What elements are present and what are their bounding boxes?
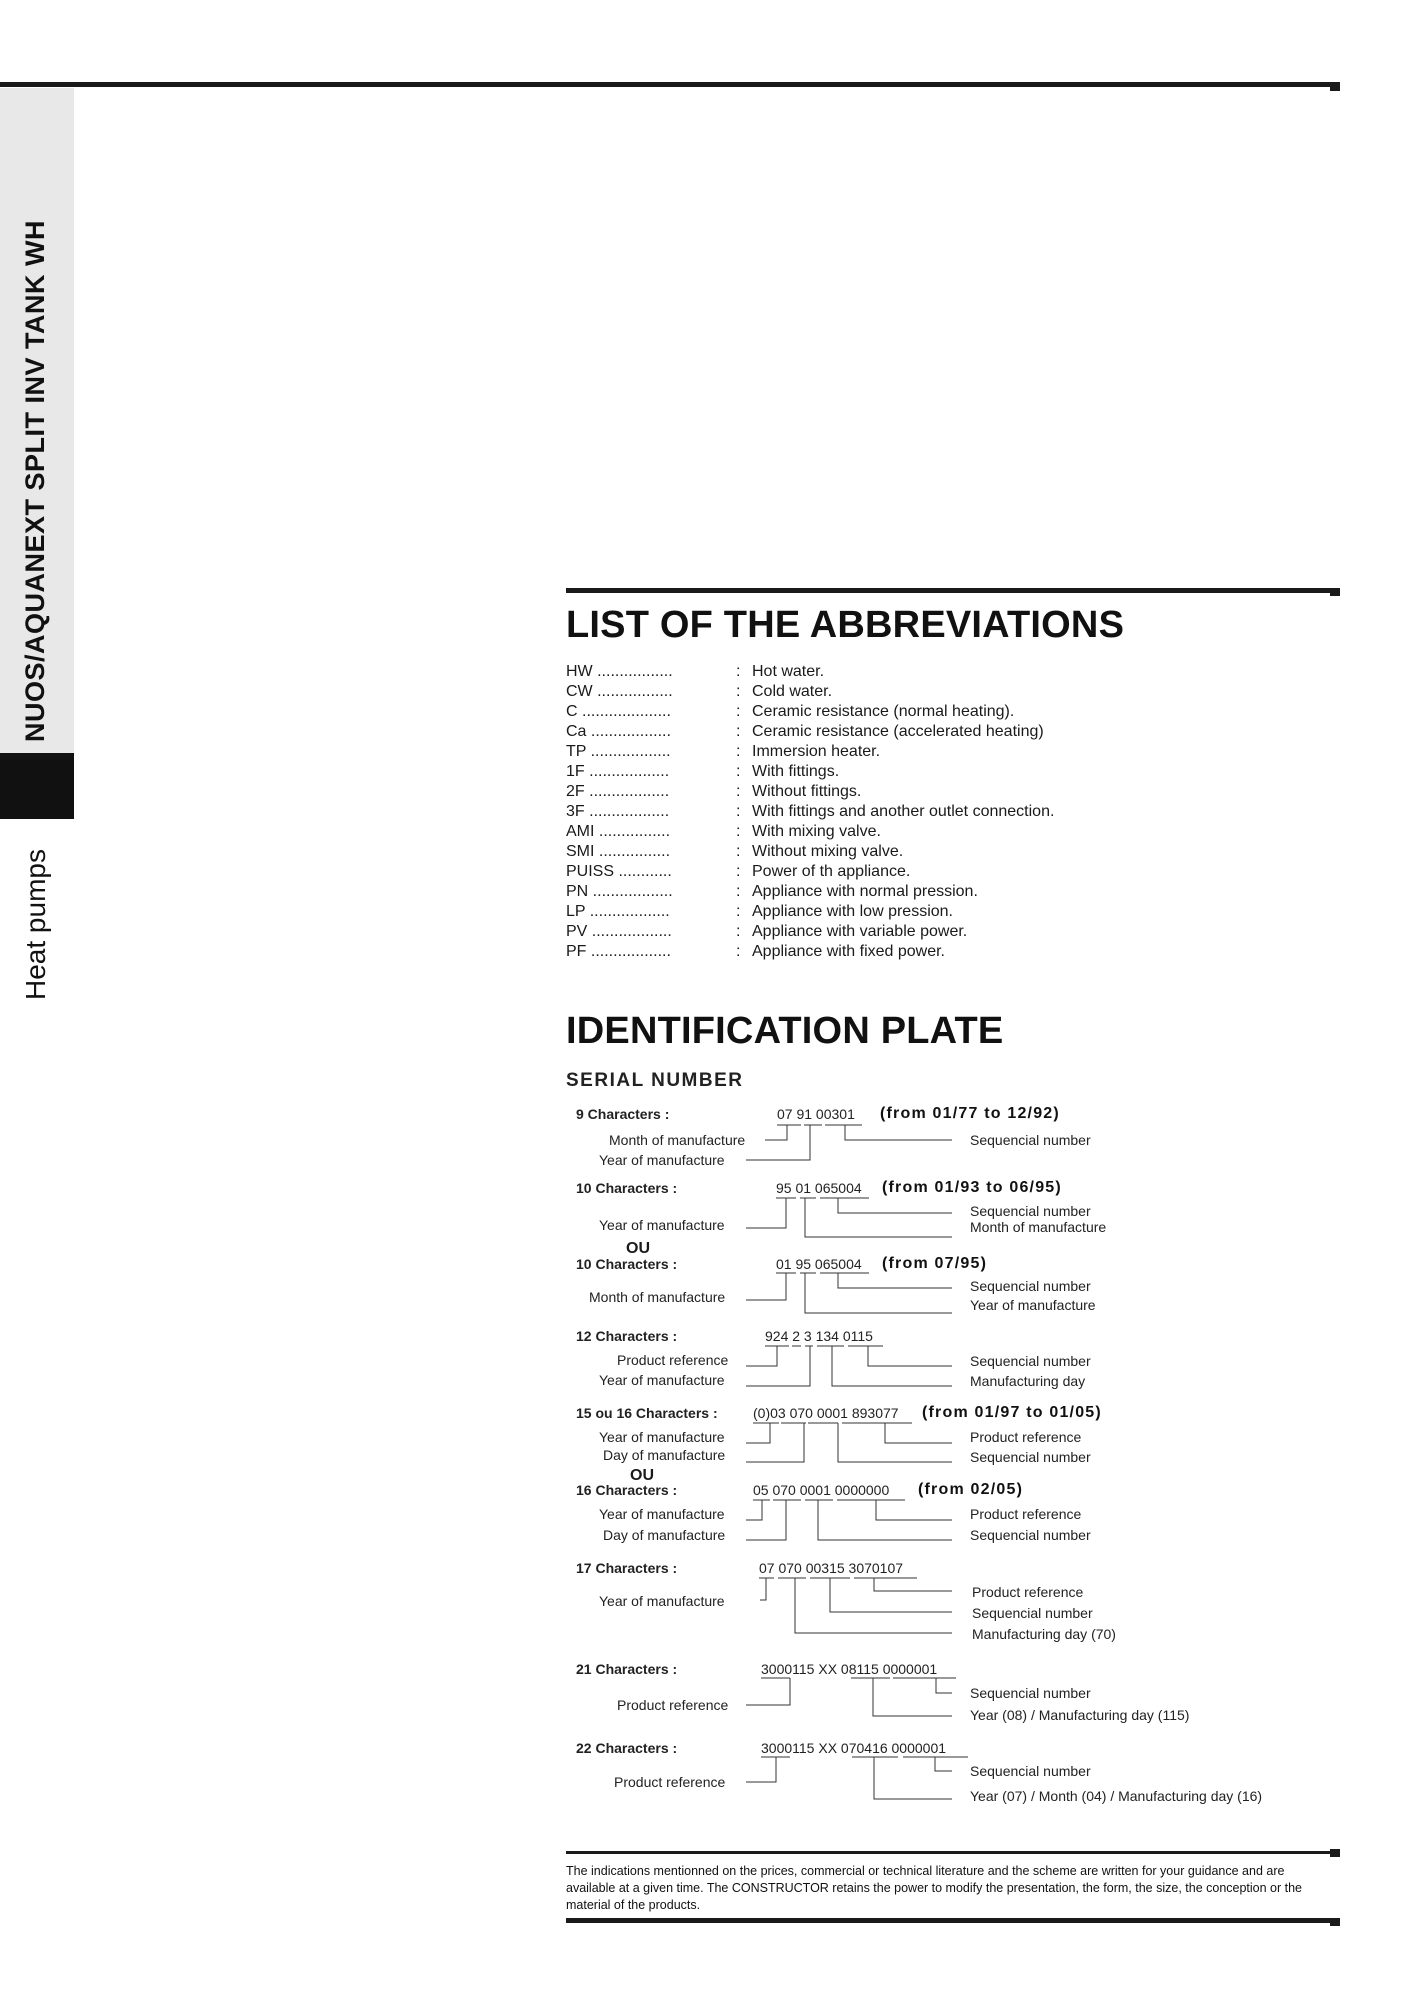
field-product-reference: Product reference: [970, 1429, 1082, 1445]
abbr-desc: Hot water.: [752, 663, 825, 680]
field-product-reference: Product reference: [970, 1506, 1082, 1522]
abbr-desc: Appliance with low pression.: [752, 903, 953, 920]
serial-code: 01 95 065004: [776, 1256, 862, 1272]
serial-code: 3000115 XX 08115 0000001: [761, 1661, 938, 1677]
field-manufacturing-day: Manufacturing day: [970, 1373, 1086, 1389]
abbr-code: AMI ................: [566, 823, 671, 840]
footer-rule-top-end: [1330, 1849, 1340, 1857]
field-year: Year of manufacture: [599, 1152, 725, 1168]
abbr-code: PN ..................: [566, 883, 673, 900]
abbr-code: PV ..................: [566, 923, 672, 940]
field-day: Day of manufacture: [603, 1527, 726, 1543]
abbr-code: 2F ..................: [566, 783, 670, 800]
serial-code: (0)03 070 0001 893077: [753, 1405, 899, 1421]
abbr-code: HW .................: [566, 663, 673, 680]
serial-code: 3000115 XX 070416 0000001: [761, 1740, 947, 1756]
sidebar-category: Heat pumps: [20, 849, 51, 1000]
date-range: (from 01/93 to 06/95): [882, 1179, 1062, 1196]
abbr-code: 3F ..................: [566, 803, 670, 820]
field-month: Month of manufacture: [609, 1132, 746, 1148]
abbr-code: Ca ..................: [566, 723, 671, 740]
abbr-desc: With mixing valve.: [752, 823, 881, 840]
footer-rule-bottom: [566, 1918, 1330, 1923]
abbr-code: LP ..................: [566, 903, 670, 920]
serial-format-label: 9 Characters :: [576, 1106, 670, 1122]
disclaimer-text: The indications mentionned on the prices, commercial or technical literature and the scheme are written for your guidance and are available at a given time. The CONSTRUCTOR retains the power to modify the presentation, the form, the size, the conception or the material of the products.: [566, 1864, 1303, 1912]
abbr-desc: Immersion heater.: [752, 743, 881, 760]
serial-format-label: 16 Characters :: [576, 1482, 678, 1498]
serial-format-label: 12 Characters :: [576, 1328, 678, 1344]
footer-rule-top: [566, 1851, 1330, 1854]
serial-format-label: 10 Characters :: [576, 1256, 678, 1272]
field-year: Year of manufacture: [599, 1372, 725, 1388]
abbr-code: 1F ..................: [566, 763, 670, 780]
field-sequence: Sequencial number: [970, 1685, 1091, 1701]
footer-rule-bottom-end: [1330, 1918, 1340, 1926]
field-year-month-day: Year (07) / Month (04) / Manufacturing day (16): [970, 1788, 1263, 1804]
serial-code: 05 070 0001 0000000: [753, 1482, 890, 1498]
serial-format-label: 10 Characters :: [576, 1180, 678, 1196]
abbr-code: CW .................: [566, 683, 673, 700]
or-separator: OU: [630, 1467, 654, 1484]
serial-format-label: 17 Characters :: [576, 1560, 678, 1576]
field-sequence: Sequencial number: [970, 1449, 1091, 1465]
field-year-day: Year (08) / Manufacturing day (115): [970, 1707, 1190, 1723]
field-year: Year of manufacture: [970, 1297, 1096, 1313]
abbr-desc: Power of th appliance.: [752, 863, 911, 880]
abbr-desc: Cold water.: [752, 683, 833, 700]
abbr-desc: Ceramic resistance (accelerated heating): [752, 723, 1044, 740]
serial-format-label: 22 Characters :: [576, 1740, 678, 1756]
abbreviations-title: LIST OF THE ABBREVIATIONS: [566, 604, 1125, 646]
field-sequence: Sequencial number: [970, 1203, 1091, 1219]
abbr-code: PF ..................: [566, 943, 671, 960]
field-product-reference: Product reference: [972, 1584, 1084, 1600]
serial-code: 07 070 00315 3070107: [759, 1560, 904, 1576]
field-month: Month of manufacture: [970, 1219, 1107, 1235]
date-range: (from 02/05): [918, 1481, 1024, 1498]
serial-number-heading: SERIAL NUMBER: [566, 1070, 744, 1091]
field-year: Year of manufacture: [599, 1506, 725, 1522]
serial-format-label: 15 ou 16 Characters :: [576, 1405, 718, 1421]
abbr-desc: Appliance with variable power.: [752, 923, 968, 940]
abbr-code: PUISS ............: [566, 863, 672, 880]
abbr-desc: With fittings.: [752, 763, 840, 780]
field-sequence: Sequencial number: [972, 1605, 1093, 1621]
serial-code: 924 2 3 134 0115: [765, 1328, 873, 1344]
abbr-code: TP ..................: [566, 743, 671, 760]
serial-format-label: 21 Characters :: [576, 1661, 678, 1677]
serial-code: 07 91 00301: [777, 1106, 855, 1122]
field-sequence: Sequencial number: [970, 1763, 1091, 1779]
field-product-reference: Product reference: [614, 1774, 726, 1790]
plate-title: IDENTIFICATION PLATE: [566, 1010, 1004, 1052]
field-year: Year of manufacture: [599, 1593, 725, 1609]
date-range: (from 07/95): [882, 1255, 988, 1272]
field-manufacturing-day: Manufacturing day (70): [972, 1626, 1116, 1642]
or-separator: OU: [626, 1240, 650, 1257]
field-day: Day of manufacture: [603, 1447, 726, 1463]
serial-code: 95 01 065004: [776, 1180, 862, 1196]
abbr-desc: With fittings and another outlet connection.: [752, 803, 1055, 820]
field-product-reference: Product reference: [617, 1697, 729, 1713]
field-year: Year of manufacture: [599, 1429, 725, 1445]
field-product-reference: Product reference: [617, 1352, 729, 1368]
field-sequence: Sequencial number: [970, 1132, 1091, 1148]
field-sequence: Sequencial number: [970, 1527, 1091, 1543]
abbr-desc: Appliance with normal pression.: [752, 883, 978, 900]
abbr-desc: Ceramic resistance (normal heating).: [752, 703, 1015, 720]
sidebar-product-title: NUOS/AQUANEXT SPLIT INV TANK WH: [20, 219, 50, 742]
abbr-code: C ....................: [566, 703, 671, 720]
date-range: (from 01/77 to 12/92): [880, 1105, 1060, 1122]
abbr-desc: Appliance with fixed power.: [752, 943, 945, 960]
abbr-desc: Without mixing valve.: [752, 843, 904, 860]
date-range: (from 01/97 to 01/05): [922, 1404, 1102, 1421]
abbr-desc: Without fittings.: [752, 783, 862, 800]
abbr-code: SMI ................: [566, 843, 671, 860]
field-sequence: Sequencial number: [970, 1278, 1091, 1294]
field-year: Year of manufacture: [599, 1217, 725, 1233]
field-sequence: Sequencial number: [970, 1353, 1091, 1369]
field-month: Month of manufacture: [589, 1289, 726, 1305]
